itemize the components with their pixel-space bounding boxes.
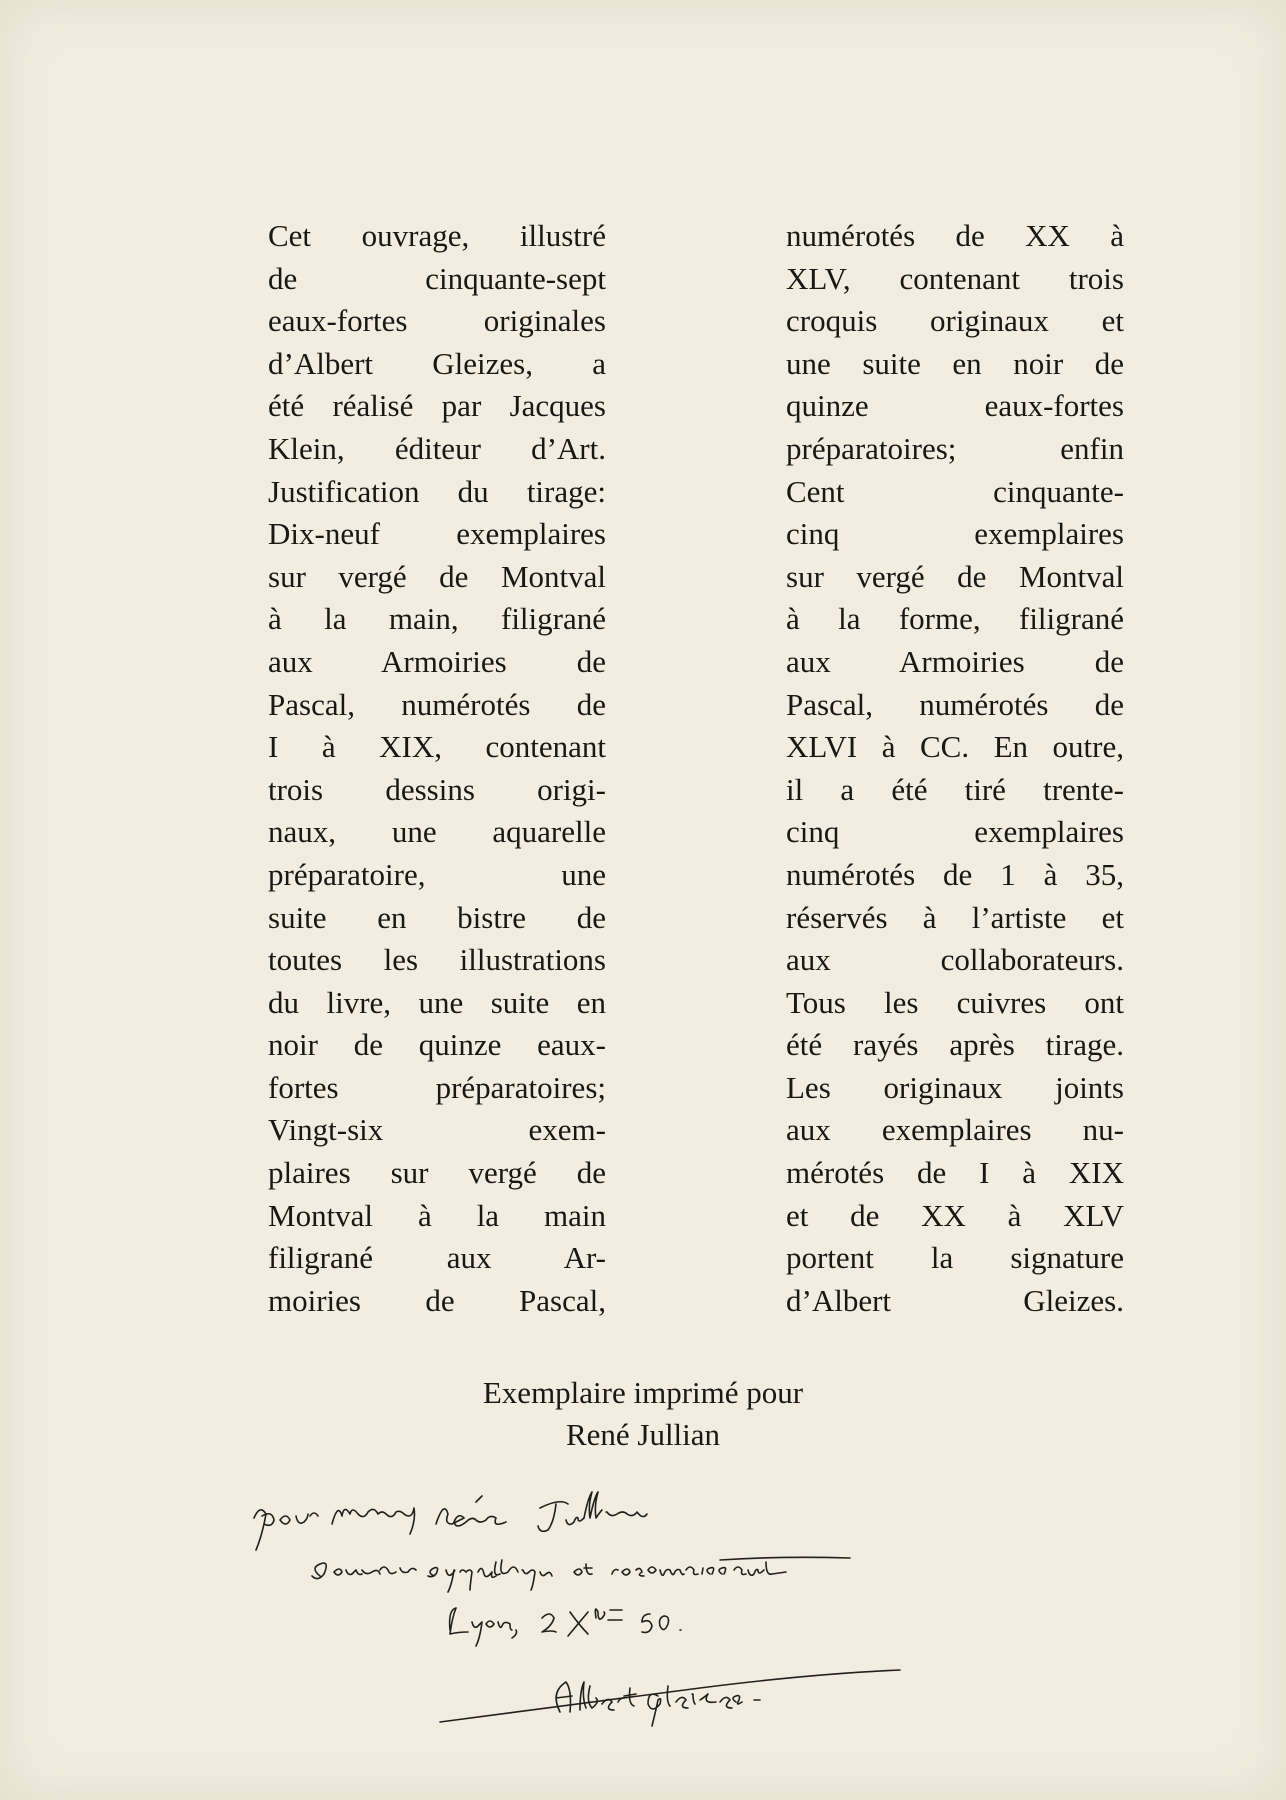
colophon-line: du livre, une suite en: [268, 984, 606, 1020]
colophon-line: numérotés de 1 à 35,: [786, 856, 1124, 892]
colophon-line: I à XIX, contenant: [268, 729, 606, 765]
colophon-line: préparatoire, une: [268, 856, 606, 892]
colophon-line: mérotés de I à XIX: [786, 1155, 1124, 1191]
colophon-line: portent la signature: [786, 1240, 1124, 1276]
imprint-block: [0, 1372, 1286, 1456]
colophon-line: à la main, filigrané: [268, 601, 606, 637]
imprint-line-1: Exemplaire imprimé pour: [482, 1375, 804, 1410]
colophon-line: trois dessins origi-: [268, 771, 606, 807]
colophon-line: aux Armoiries de: [268, 643, 606, 679]
colophon-line: Montval à la main: [268, 1197, 606, 1233]
colophon-line: et de XX à XLV: [786, 1197, 1124, 1233]
colophon-line: une suite en noir de: [786, 345, 1124, 381]
colophon-line: Cent cinquante-: [786, 473, 1124, 509]
colophon-line: il a été tiré trente-: [786, 771, 1124, 807]
colophon-line: Pascal, numérotés de: [786, 686, 1124, 722]
handwritten-dedication-image: [240, 1490, 1040, 1730]
colophon-line: fortes préparatoires;: [268, 1069, 606, 1105]
colophon-line: d’Albert Gleizes, a: [268, 345, 606, 381]
colophon-line: filigrané aux Ar-: [268, 1240, 606, 1276]
colophon-line: Tous les cuivres ont: [786, 984, 1124, 1020]
colophon-line: Justification du tirage:: [268, 473, 606, 509]
colophon-line: Klein, éditeur d’Art.: [268, 430, 606, 466]
colophon-line: de cinquante-sept: [268, 260, 606, 296]
colophon-line: aux Armoiries de: [786, 643, 1124, 679]
colophon-line: Dix-neuf exemplaires: [268, 516, 606, 552]
colophon-line: moiries de Pascal,: [268, 1282, 606, 1318]
colophon-line: d’Albert Gleizes.: [786, 1282, 1124, 1318]
imprint-recipient: René Jullian: [565, 1417, 721, 1452]
colophon-line: suite en bistre de: [268, 899, 606, 935]
colophon-line: noir de quinze eaux-: [268, 1027, 606, 1063]
colophon-line: Pascal, numérotés de: [268, 686, 606, 722]
colophon-line: Cet ouvrage, illustré: [268, 218, 606, 253]
colophon-line: préparatoires; enfin: [786, 430, 1124, 466]
colophon-line: croquis originaux et: [786, 303, 1124, 339]
colophon-line: naux, une aquarelle: [268, 814, 606, 850]
colophon-line: numérotés de XX à: [786, 218, 1124, 253]
colophon-line: aux collaborateurs.: [786, 942, 1124, 978]
colophon-line: sur vergé de Montval: [786, 558, 1124, 594]
colophon-left-column: [268, 215, 606, 1322]
colophon-line: XLVI à CC. En outre,: [786, 729, 1124, 765]
colophon-line: Vingt-six exem-: [268, 1112, 606, 1148]
colophon-right-column: [786, 215, 1124, 1322]
colophon-line: Les originaux joints: [786, 1069, 1124, 1105]
colophon-line: aux exemplaires nu-: [786, 1112, 1124, 1148]
colophon-line: cinq exemplaires: [786, 516, 1124, 552]
colophon-line: plaires sur vergé de: [268, 1155, 606, 1191]
colophon-line: toutes les illustrations: [268, 942, 606, 978]
colophon-line: XLV, contenant trois: [786, 260, 1124, 296]
colophon-line: été rayés après tirage.: [786, 1027, 1124, 1063]
colophon-line: eaux-fortes originales: [268, 303, 606, 339]
colophon-line: à la forme, filigrané: [786, 601, 1124, 637]
colophon-line: réservés à l’artiste et: [786, 899, 1124, 935]
colophon-line: sur vergé de Montval: [268, 558, 606, 594]
colophon-line: quinze eaux-fortes: [786, 388, 1124, 424]
handwritten-dedication: [240, 1490, 1040, 1730]
colophon-line: cinq exemplaires: [786, 814, 1124, 850]
colophon-line: été réalisé par Jacques: [268, 388, 606, 424]
